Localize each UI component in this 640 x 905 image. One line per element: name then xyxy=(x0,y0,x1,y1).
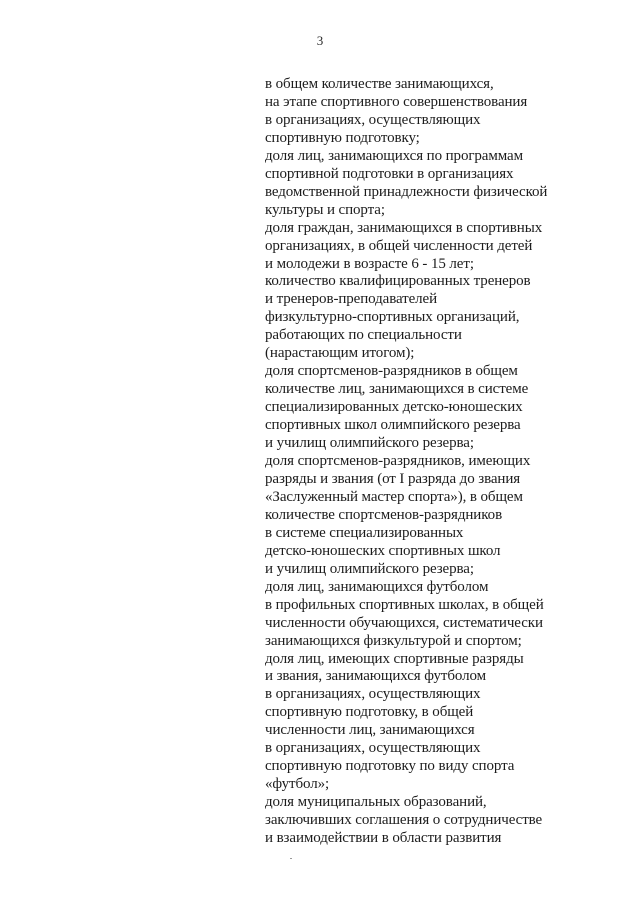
text-line: детско-юношеских спортивных школ xyxy=(265,542,501,559)
text-line: занимающихся физкультурой и спортом; xyxy=(265,632,522,649)
text-line: в общем количестве занимающихся, xyxy=(265,76,494,92)
text-line: доля лиц, занимающихся по программам xyxy=(265,147,523,164)
text-line: «Заслуженный мастер спорта»), в общем xyxy=(265,488,523,505)
text-line: спортивную подготовку, в общей xyxy=(265,704,474,721)
text-line: и училищ олимпийского резерва; xyxy=(265,435,474,452)
scan-speck xyxy=(290,858,292,859)
text-line: на этапе спортивного совершенствования xyxy=(265,93,528,110)
text-line: спортивную подготовку; xyxy=(265,129,420,146)
text-line: количестве спортсменов-разрядников xyxy=(265,506,503,523)
text-line: «футбол»; xyxy=(265,776,330,793)
text-line: заключивших соглашения о сотрудничестве xyxy=(265,812,543,829)
text-line: в организациях, осуществляющих xyxy=(265,686,481,703)
text-line: и звания, занимающихся футболом xyxy=(265,668,486,685)
text-line: в организациях, осуществляющих xyxy=(265,111,481,128)
text-line: количестве лиц, занимающихся в системе xyxy=(265,381,529,398)
text-line: спортивную подготовку по виду спорта xyxy=(265,758,515,775)
text-line: (нарастающим итогом); xyxy=(265,345,415,362)
text-line: физкультурно-спортивных организаций, xyxy=(265,309,520,326)
text-line: ведомственной принадлежности физической xyxy=(265,183,548,200)
text-line: доля лиц, занимающихся футболом xyxy=(265,578,489,595)
text-line: в системе специализированных xyxy=(265,524,464,541)
text-line: численности лиц, занимающихся xyxy=(265,722,475,739)
text-line: доля спортсменов-разрядников, имеющих xyxy=(265,453,531,470)
text-line: доля лиц, имеющих спортивные разряды xyxy=(265,650,524,667)
text-line: в организациях, осуществляющих xyxy=(265,740,481,757)
text-line: количество квалифицированных тренеров xyxy=(265,273,531,290)
text-line: спортивных школ олимпийского резерва xyxy=(265,417,521,434)
text-line: доля муниципальных образований, xyxy=(265,794,487,811)
text-line: культуры и спорта; xyxy=(265,201,385,218)
text-line: доля граждан, занимающихся в спортивных xyxy=(265,219,543,236)
text-line: работающих по специальности xyxy=(265,327,462,344)
text-line: численности обучающихся, систематически xyxy=(265,614,543,631)
page-number: 3 xyxy=(316,33,324,48)
text-line: организациях, в общей численности детей xyxy=(265,237,533,254)
text-line: специализированных детско-юношеских xyxy=(265,399,523,416)
text-line: и училищ олимпийского резерва; xyxy=(265,560,474,577)
text-line: спортивной подготовки в организациях xyxy=(265,165,514,182)
text-line: и взаимодействии в области развития xyxy=(265,830,502,847)
indicator-list xyxy=(265,76,595,848)
text-line: в профильных спортивных школах, в общей xyxy=(265,596,544,613)
text-line: доля спортсменов-разрядников в общем xyxy=(265,363,518,380)
text-line: и тренеров-преподавателей xyxy=(265,291,438,308)
text-line: разряды и звания (от I разряда до звания xyxy=(265,470,521,487)
text-line: и молодежи в возрасте 6 - 15 лет; xyxy=(265,255,474,272)
